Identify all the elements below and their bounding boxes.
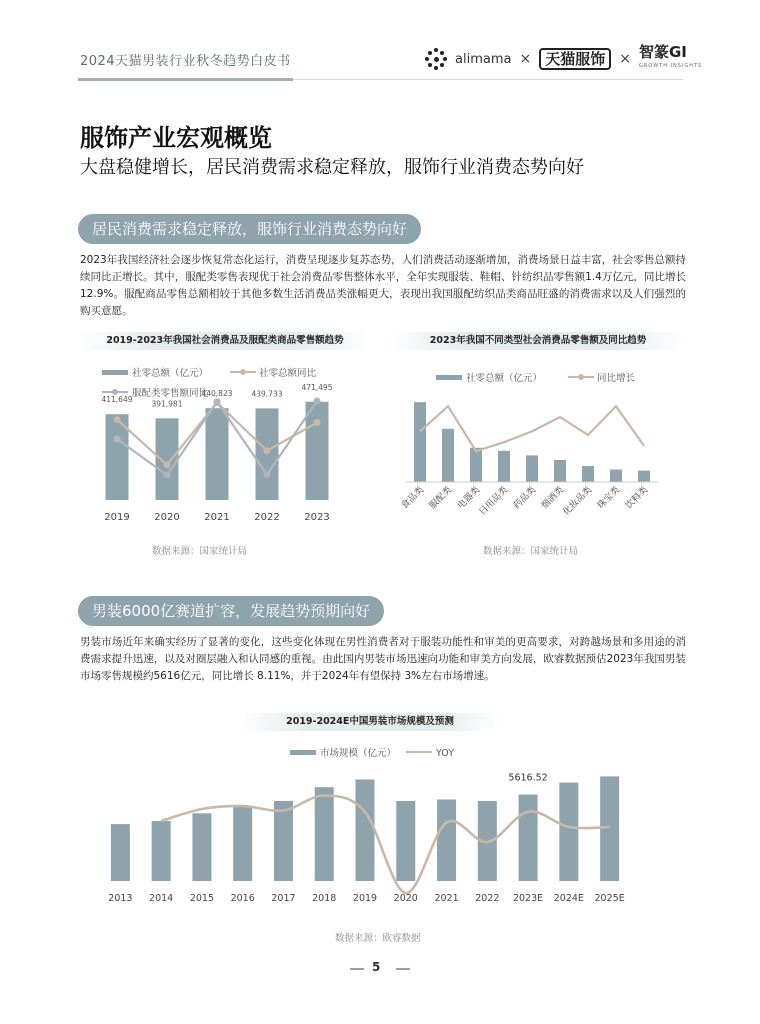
section-paragraph-menswear-market: 男装市场近年来确实经历了显著的变化，这些变化体现在男性消费者对于服装功能性和审美的更高要求，对跨越场景和多用途的消费需求提升迅速，以及对圈层融入和认同感的重视。由此国内男装市场迅速向功能和审美方向发展，欧睿数据预估2023年我国男装市场零售规模约5616亿元，同比增长 8.11%，并于2024年有望保持 3%左右市场增速。 bbox=[80, 636, 686, 682]
bar bbox=[233, 806, 252, 881]
line-point bbox=[314, 397, 321, 404]
series-line bbox=[161, 795, 609, 893]
x-tick-label: 2015 bbox=[189, 893, 215, 904]
x-tick-label: 2023E bbox=[512, 893, 544, 904]
x-tick-label: 化妆品类 bbox=[561, 485, 595, 518]
legend-marker-line bbox=[240, 369, 246, 375]
bar bbox=[111, 824, 130, 881]
chart2-title: 2023年我国不同类型社会消费品零售额及同比趋势 bbox=[390, 332, 686, 350]
legend-label-bar: 社零总额（亿元） bbox=[132, 368, 209, 379]
zhizhuan-logo: 智篆GI GROWTH INSIGHTS bbox=[638, 42, 703, 69]
x-tick-label: 2014 bbox=[149, 893, 174, 904]
section-heading-menswear-market: 男装6000亿赛道扩容，发展趋势预期向好 bbox=[78, 596, 384, 626]
chart2-category-sales bbox=[390, 355, 686, 535]
line-point bbox=[264, 471, 271, 478]
bar bbox=[442, 429, 454, 482]
legend-marker-line bbox=[112, 389, 118, 395]
line-point bbox=[114, 416, 121, 423]
bar bbox=[315, 787, 334, 881]
x-tick-label: 饮料类 bbox=[623, 485, 651, 512]
page-subtitle: 大盘稳健增长，居民消费需求稳定释放，服饰行业消费态势向好 bbox=[80, 157, 584, 178]
legend-label-line: 社零总额同比 bbox=[259, 368, 317, 379]
line-point bbox=[164, 461, 171, 468]
document-title: 2024天猫男装行业秋冬趋势白皮书 bbox=[80, 54, 291, 69]
bar bbox=[526, 455, 538, 482]
footer-dash-left bbox=[350, 968, 364, 970]
x-tick-label: 2013 bbox=[108, 893, 133, 904]
bar bbox=[206, 408, 229, 500]
legend-label-bar: 市场规模（亿元） bbox=[320, 748, 397, 759]
bar bbox=[638, 471, 650, 482]
x-tick-label: 2018 bbox=[312, 893, 337, 904]
x-tick-label: 2023 bbox=[304, 512, 330, 523]
section-paragraph-consumer-demand: 2023年我国经济社会逐步恢复常态化运行，消费呈现逐步复苏态势，人们消费活动逐渐增加，消费场景日益丰富，社会零售总额持续同比正增长。其中，服配类零售表现优于社会消费品零售整体水平，全年实现服装、鞋帽、针纺织品零售额1.4万亿元，同比增长12.9%。服配商品零售总额相较于其他多数生活消费品类涨幅更大，表现出我国服配纺织品类商品旺盛的消费需求以及人们强烈的购买意愿。 bbox=[80, 254, 686, 317]
line-point bbox=[114, 435, 121, 442]
x-tick-label: 日用品类 bbox=[477, 485, 511, 518]
x-tick-label: 食品类 bbox=[399, 485, 427, 512]
legend-marker-line bbox=[578, 374, 584, 380]
section-heading-consumer-demand: 居民消费需求稳定释放，服饰行业消费态势向好 bbox=[78, 214, 421, 244]
chart3-source: 数据来源：欧睿数据 bbox=[335, 933, 421, 944]
footer-dash-right bbox=[396, 968, 410, 970]
x-tick-label: 2019 bbox=[104, 512, 130, 523]
chart1-source: 数据来源：国家统计局 bbox=[152, 546, 248, 557]
bar bbox=[610, 469, 622, 482]
bar bbox=[306, 402, 329, 500]
partner-logos bbox=[425, 44, 702, 74]
legend-swatch-bar bbox=[290, 750, 316, 755]
data-label: 471,495 bbox=[301, 382, 333, 392]
data-label: 5616.52 bbox=[508, 772, 548, 784]
bar bbox=[437, 799, 456, 881]
line-point bbox=[214, 398, 221, 405]
bar bbox=[559, 783, 578, 881]
bar bbox=[156, 418, 179, 500]
chart1-title: 2019-2023年我国社会消费品及服配类商品零售额趋势 bbox=[80, 332, 370, 350]
x-tick-label: 珠宝类 bbox=[595, 485, 623, 512]
header-accent-line bbox=[78, 78, 293, 81]
x-tick-label: 2022 bbox=[475, 893, 500, 904]
tmall-fashion-logo: 天猫服饰 bbox=[539, 48, 611, 70]
separator: × bbox=[619, 51, 631, 67]
x-tick-label: 2020 bbox=[393, 893, 418, 904]
bar bbox=[396, 801, 415, 881]
bar bbox=[470, 448, 482, 482]
x-tick-label: 服配类 bbox=[427, 485, 455, 512]
header-divider bbox=[293, 79, 683, 80]
bar bbox=[192, 813, 211, 881]
line-point bbox=[264, 447, 271, 454]
line-point bbox=[314, 419, 321, 426]
legend-label-bar: 社零总额（亿元） bbox=[466, 373, 543, 384]
page-title: 服饰产业宏观概览 bbox=[80, 124, 272, 152]
legend-label-line: 服配类零售额同比 bbox=[132, 388, 209, 399]
x-tick-label: 2019 bbox=[352, 893, 378, 904]
separator: × bbox=[519, 51, 532, 67]
legend-label-line: 同比增长 bbox=[597, 373, 636, 384]
alimama-logo: alimama bbox=[455, 51, 512, 67]
alimama-logo-icon bbox=[425, 48, 447, 70]
chart2-source: 数据来源：国家统计局 bbox=[483, 546, 579, 557]
data-label: 440,823 bbox=[201, 389, 233, 399]
x-tick-label: 烟酒类 bbox=[539, 485, 567, 512]
bar bbox=[600, 776, 619, 881]
bar bbox=[414, 402, 426, 482]
x-tick-label: 2022 bbox=[254, 512, 280, 523]
bar bbox=[152, 821, 171, 881]
x-tick-label: 2020 bbox=[154, 512, 180, 523]
bar bbox=[356, 779, 375, 881]
x-tick-label: 2021 bbox=[204, 512, 230, 523]
bar bbox=[554, 460, 566, 482]
data-label: 391,981 bbox=[151, 399, 183, 409]
x-tick-label: 2017 bbox=[271, 893, 296, 904]
line-point bbox=[164, 472, 171, 479]
legend-swatch-bar bbox=[436, 375, 462, 380]
chart1-retail-sales bbox=[80, 355, 370, 535]
legend-swatch-bar bbox=[102, 370, 128, 375]
x-tick-label: 2016 bbox=[230, 893, 255, 904]
bar bbox=[519, 795, 538, 881]
data-label: 411,649 bbox=[101, 395, 133, 405]
bar bbox=[582, 466, 594, 482]
x-tick-label: 2024E bbox=[553, 893, 584, 904]
legend-label-line: YOY bbox=[436, 748, 455, 759]
bar bbox=[274, 801, 293, 881]
bar bbox=[498, 451, 510, 482]
data-label: 439,733 bbox=[251, 389, 283, 399]
x-tick-label: 电器类 bbox=[455, 485, 483, 512]
chart3-title: 2019-2024E中国男装市场规模及预测 bbox=[240, 713, 500, 731]
page-number: 5 bbox=[372, 960, 381, 974]
chart3-menswear-market bbox=[80, 736, 686, 916]
x-tick-label: 药品类 bbox=[511, 485, 539, 512]
x-tick-label: 2021 bbox=[434, 893, 459, 904]
x-tick-label: 2025E bbox=[594, 893, 625, 904]
